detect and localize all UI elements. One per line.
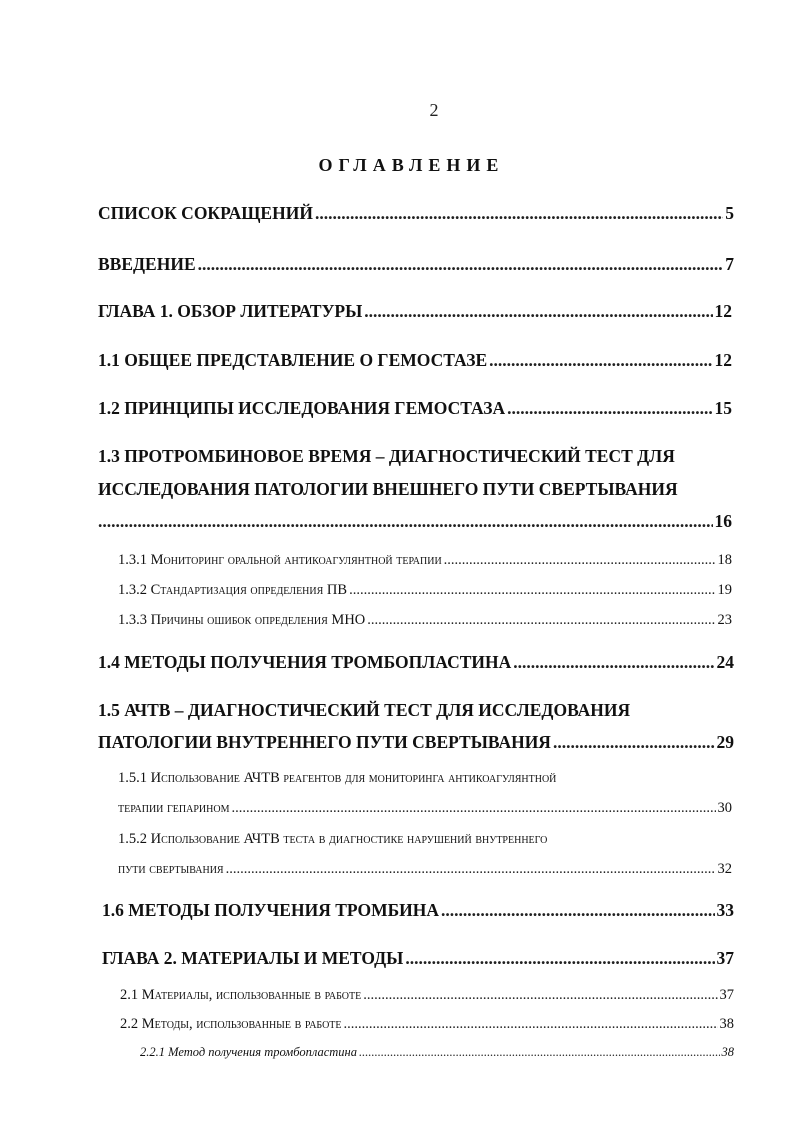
toc-entry-introduction[interactable]: [98, 254, 734, 275]
entry-label: ВВЕДЕНИЕ: [98, 254, 196, 274]
toc-entry-1-3-3[interactable]: [118, 612, 732, 629]
dot-leader: [553, 732, 715, 753]
entry-label: СПИСОК СОКРАЩЕНИЙ: [98, 203, 313, 223]
dot-leader: [513, 652, 714, 673]
entry-label: 2.2.1 Метод получения тромбопластина: [140, 1045, 358, 1059]
dot-leader: [198, 254, 724, 275]
dot-leader: [98, 511, 713, 532]
entry-label: 1.4 МЕТОДЫ ПОЛУЧЕНИЯ ТРОМБОПЛАСТИНА: [98, 652, 512, 672]
entry-page: 37: [716, 948, 734, 968]
dot-leader: [363, 987, 717, 1004]
dot-leader: [489, 350, 712, 371]
toc-entry-1-3-line1[interactable]: 1.3 ПРОТРОМБИНОВОЕ ВРЕМЯ – ДИАГНОСТИЧЕСКИЙ ТЕСТ ДЛЯ: [98, 446, 675, 466]
toc-entry-2-1[interactable]: [120, 987, 734, 1004]
toc-entry-1-4[interactable]: [98, 652, 734, 673]
toc-entry-1-3-2[interactable]: [118, 582, 732, 599]
toc-entry-2-2-1[interactable]: [140, 1045, 734, 1060]
toc-entry-chapter1[interactable]: [98, 301, 732, 322]
dot-leader: [441, 900, 714, 921]
entry-label: пути свертывания: [118, 861, 224, 877]
entry-label: ГЛАВА 2. МАТЕРИАЛЫ И МЕТОДЫ: [102, 948, 404, 968]
entry-label: 1.3.2 Стандартизация определения ПВ: [118, 582, 348, 598]
toc-entry-1-3-line2[interactable]: ИССЛЕДОВАНИЯ ПАТОЛОГИИ ВНЕШНЕГО ПУТИ СВЕРТЫВАНИЯ: [98, 479, 678, 499]
toc-entry-1-5-line1[interactable]: 1.5 АЧТВ – ДИАГНОСТИЧЕСКИЙ ТЕСТ ДЛЯ ИССЛЕДОВАНИЯ: [98, 700, 631, 720]
entry-page: 15: [714, 398, 732, 418]
toc-entry-2-2[interactable]: [120, 1016, 734, 1033]
dot-leader: [315, 203, 723, 224]
dot-leader: [367, 612, 715, 629]
entry-page: 23: [717, 612, 732, 628]
toc-entry-abbreviations[interactable]: [98, 203, 734, 224]
entry-label: ПАТОЛОГИИ ВНУТРЕННЕГО ПУТИ СВЕРТЫВАНИЯ: [98, 732, 551, 752]
toc-entry-1-5[interactable]: [98, 732, 734, 753]
page-number: 2: [429, 100, 439, 120]
entry-page: 38: [721, 1045, 734, 1059]
entry-page: 37: [719, 987, 734, 1003]
entry-label: 1.2 ПРИНЦИПЫ ИССЛЕДОВАНИЯ ГЕМОСТАЗА: [98, 398, 506, 418]
entry-label: 1.6 МЕТОДЫ ПОЛУЧЕНИЯ ТРОМБИНА: [102, 900, 440, 920]
entry-label: 1.3.1 Мониторинг оральной антикоагулянтной терапии: [118, 552, 442, 568]
toc-entry-1-3-1[interactable]: [118, 552, 732, 569]
entry-page: 12: [714, 350, 732, 370]
entry-page: 33: [716, 900, 734, 920]
entry-page: 5: [725, 203, 734, 223]
toc-title: ОГЛАВЛЕНИЕ: [318, 155, 505, 175]
toc-entry-1-5-1-line1[interactable]: 1.5.1 Использование АЧТВ реагентов для мониторинга антикоагулянтной: [118, 770, 557, 786]
dot-leader: [344, 1016, 718, 1033]
entry-label: 2.2 Методы, использованные в работе: [120, 1016, 342, 1032]
dot-leader: [507, 398, 712, 419]
entry-label: 1.3.3 Причины ошибок определения МНО: [118, 612, 366, 628]
entry-page: 19: [717, 582, 732, 598]
entry-page: 16: [714, 511, 732, 531]
toc-entry-chapter2[interactable]: [102, 948, 734, 969]
toc-entry-1-2[interactable]: [98, 398, 732, 419]
toc-entry-1-6[interactable]: [102, 900, 734, 921]
toc-entry-1-1[interactable]: [98, 350, 732, 371]
dot-leader: [349, 582, 715, 599]
toc-entry-1-5-2-line1[interactable]: 1.5.2 Использование АЧТВ теста в диагностике нарушений внутреннего: [118, 831, 548, 847]
toc-entry-1-3-leader[interactable]: [98, 511, 732, 532]
dot-leader: [444, 552, 716, 569]
toc-entry-1-5-2[interactable]: [118, 861, 732, 878]
dot-leader: [231, 800, 715, 817]
dot-leader: [405, 948, 714, 969]
entry-page: 32: [717, 861, 732, 877]
entry-label: терапии гепарином: [118, 800, 230, 816]
entry-page: 7: [725, 254, 734, 274]
entry-page: 18: [717, 552, 732, 568]
dot-leader: [359, 1045, 719, 1060]
entry-page: 24: [716, 652, 734, 672]
entry-page: 29: [716, 732, 734, 752]
entry-page: 12: [714, 301, 732, 321]
entry-label: 1.1 ОБЩЕЕ ПРЕДСТАВЛЕНИЕ О ГЕМОСТАЗЕ: [98, 350, 488, 370]
entry-label: ГЛАВА 1. ОБЗОР ЛИТЕРАТУРЫ: [98, 301, 363, 321]
entry-page: 30: [717, 800, 732, 816]
entry-label: 2.1 Материалы, использованные в работе: [120, 987, 362, 1003]
toc-entry-1-5-1[interactable]: [118, 800, 732, 817]
dot-leader: [226, 861, 716, 878]
dot-leader: [364, 301, 712, 322]
entry-page: 38: [719, 1016, 734, 1032]
